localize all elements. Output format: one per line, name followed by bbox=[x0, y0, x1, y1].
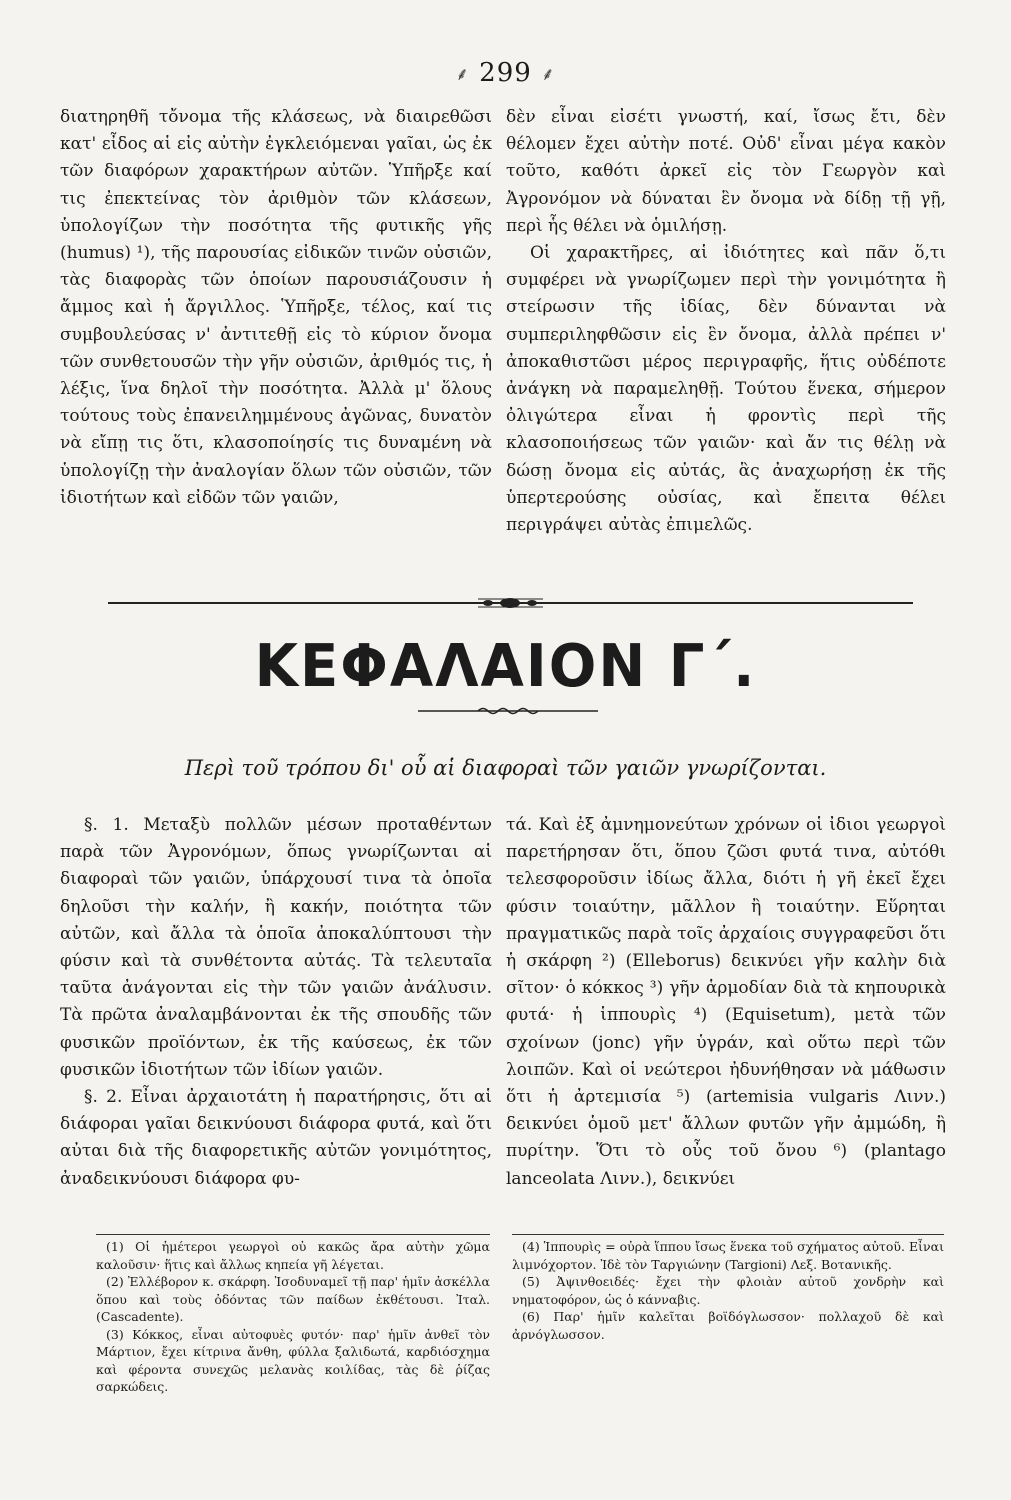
top-left-column bbox=[60, 104, 492, 512]
paragraph: δὲν εἶναι εἰσέτι γνωστή, καί, ἴσως ἔτι, δὲν θέλομεν ἔχει αὐτὴν ποτέ. Οὐδ' εἶναι μέγα κακὸν τοῦτο, καθότι ἀρκεῖ εἰς τὸν Γεωργὸν καὶ Ἀγρονόμον νὰ δύναται ἓν ὄνομα νὰ δίδῃ τῇ γῇ, περὶ ἧς θέλει νὰ ὁμιλήσῃ. bbox=[506, 107, 946, 236]
ornament-right-icon: ⸙ bbox=[541, 64, 556, 85]
footnote-2: (2) Ἐλλέβορον κ. σκάρφη. Ἰσοδυναμεῖ τῇ παρ' ἡμῖν ἀσκέλλα ὅπου καὶ τοὺς ὀδόντας τῶν παίδων ἐκθέτουσι. Ἰταλ. (Cascadente). bbox=[96, 1274, 490, 1324]
footnote-1: (1) Οἱ ἡμέτεροι γεωργοὶ οὐ κακῶς ἄρα αὐτὴν χῶμα καλοῦσιν· ἥτις καὶ ἄλλως κηπεία γῆ λέγεται. bbox=[96, 1239, 490, 1272]
bottom-left-column bbox=[60, 812, 492, 1193]
paragraph: διατηρηθῆ τὄνομα τῆς κλάσεως, νὰ διαιρεθῶσι κατ' εἶδος αἱ εἰς αὐτὴν ἐγκλειόμεναι γαῖαι, ὡς ἐκ τῶν διαφόρων χαρακτήρων αὐτῶν. Ὑπῆρξε καί τις ἐπεκτείνας τὸν ἀριθμὸν τῶν κλάσεων, ὑπολογίζων τὴν ποσότητα τῆς φυτικῆς γῆς (humus) ¹), τῆς παρουσίας εἰδικῶν τινῶν οὐσιῶν, τὰς διαφορὰς τῶν ὁποίων παρουσιάζουσιν ἡ ἄμμος καὶ ἡ ἄργιλλος. Ὑπῆρξε, τέλος, καί τις συμβουλεύσας ν' ἀντιτεθῇ εἰς τὸ κύριον ὄνομα τῶν συνθετουσῶν τὴν γῆν οὐσιῶν, ἀριθμός τις, ἡ λέξις, ἵνα δηλοῖ τὴν ποσότητα. Ἀλλὰ μ' ὅλους τούτους τοὺς ἐπανειλημμένους ἀγῶνας, δυνατὸν νὰ εἴπῃ τις ὅτι, κλασοποίησίς τις δυναμένη νὰ ὑπολογίζῃ τὴν ἀναλογίαν ὅλων τῶν οὐσιῶν, τῶν ἰδιοτήτων καὶ εἰδῶν τῶν γαιῶν, bbox=[60, 107, 492, 508]
footnote-4: (4) Ἱππουρὶς = οὐρὰ ἵππου ἴσως ἕνεκα τοῦ σχήματος αὐτοῦ. Εἶναι λιμνόχορτον. Ἰδὲ τὸν Ταργιώνην (Targioni) Λεξ. Βοτανικῆς. bbox=[512, 1239, 944, 1272]
footnote-rule bbox=[96, 1234, 490, 1235]
page-header bbox=[0, 58, 1011, 88]
chapter-subtitle: Περὶ τοῦ τρόπου δι' οὗ αἱ διαφοραὶ τῶν γαιῶν γνωρίζονται. bbox=[184, 756, 827, 780]
bottom-right-column bbox=[506, 812, 946, 1193]
page-number: 299 bbox=[479, 58, 532, 88]
footnote-3: (3) Κόκκος, εἶναι αὐτοφυὲς φυτόν· παρ' ἡμῖν ἀνθεῖ τὸν Μάρτιον, ἔχει κίτρινα ἄνθη, φύλλα ξαλιδωτά, καρδιόσχημα καὶ φέροντα συνεχῶς μελανὰς κοιλίδας, τὰς δὲ ῥίζας σαρκώδεις. bbox=[96, 1326, 490, 1394]
footnote-6: (6) Παρ' ἡμῖν καλεῖται βοϊδόγλωσσον· πολλαχοῦ δὲ καὶ ἀρνόγλωσσον. bbox=[512, 1309, 944, 1342]
ornament-left-icon: ⸙ bbox=[455, 64, 470, 85]
footnote-rule bbox=[512, 1234, 944, 1235]
paragraph: Οἱ χαρακτῆρες, αἱ ἰδιότητες καὶ πᾶν ὅ,τι συμφέρει νὰ γνωρίζωμεν περὶ τὴν γονιμότητα ἢ στείρωσιν τῆς ἰδίας, δὲν δύνανται νὰ συμπεριληφθῶσιν εἰς ἓν ὄνομα, ἀλλὰ πρέπει ν' ἀποκαθιστῶσι μέρος περιγραφῆς, ἥτις οὐδέποτε ἀνάγκη νὰ παραμεληθῇ. Τούτου ἕνεκα, σήμερον ὀλιγώτερα εἶναι ἡ φροντὶς περὶ τῆς κλασοποιήσεως τῶν γαιῶν· καὶ ἄν τις θέλῃ νὰ δώσῃ ὄνομα εἰς αὐτάς, ἃς ἀναχωρήσῃ ἐκ τῆς ὑπερτερούσης οὐσίας, καὶ ἔπειτα θέλει περιγράψει αὐτὰς ἐπιμελῶς. bbox=[506, 243, 946, 536]
chapter-title: ΚΕΦΑΛΑΙΟΝ Γ΄. bbox=[254, 632, 757, 701]
paragraph-section-2: §. 2. Εἶναι ἀρχαιοτάτη ἡ παρατήρησις, ὅτι αἱ διάφοραι γαῖαι δεικνύουσι διάφορα φυτά, καὶ ὅτι αὐται διὰ τῆς διαφορετικῆς αὐτῶν γονιμότητος, ἀναδεικνύουσι διάφορα φυ- bbox=[60, 1087, 492, 1189]
footnotes-left bbox=[96, 1238, 490, 1396]
paragraph: τά. Καὶ ἐξ ἀμνημονεύτων χρόνων οἱ ἰδιοι γεωργοὶ παρετήρησαν ὅτι, ὅπου ζῶσι φυτά τινα, αὐτόθι τελεσφοροῦσιν ἰδίως ἄλλα, διότι ἡ γῆ ἐκεῖ ἔχει φύσιν τοιαύτην, μᾶλλον ἢ τοιαύτην. Εὕρηται πραγματικῶς παρὰ τοῖς ἀρχαίοις συγγραφεῦσι ὅτι ἡ σκάρφη ²) (Elleborus) δεικνύει γῆν καλὴν διὰ σῖτον· ὁ κόκκος ³) γῆν ἁρμοδίαν διὰ τὰ κηπουρικὰ φυτά· ἡ ἱππουρὶς ⁴) (Equisetum), μετὰ τῶν σχοίνων (jonc) γῆν ὑγράν, καὶ οὕτω περὶ τῶν λοιπῶν. Καὶ οἱ νεώτεροι ἠδυνήθησαν νὰ μάθωσιν ὅτι ἡ ἀρτεμισία ⁵) (artemisia vulgaris Λινν.) δεικνύει ὁμοῦ μετ' ἄλλων φυτῶν γῆν ἀμμώδη, ἢ πυρίτην. Ὅτι τὸ οὖς τοῦ ὄνου ⁶) (plantago lanceolata Λινν.), δεικνύει bbox=[506, 815, 946, 1189]
top-right-column bbox=[506, 104, 946, 539]
footnotes-right bbox=[512, 1238, 944, 1343]
small-divider-icon bbox=[418, 706, 598, 716]
paragraph-section-1: §. 1. Μεταξὺ πολλῶν μέσων προταθέντων παρὰ τῶν Ἀγρονόμων, ὅπως γνωρίζωνται αἱ διαφοραὶ τῶν γαιῶν, ὑπάρχουσί τινα τὰ ὁποῖα δηλοῦσι τὴν καλήν, ἢ κακήν, ποιότητα τῶν αὐτῶν, καὶ ἄλλα τὰ ὁποῖα ἀποκαλύπτουσι τὴν φύσιν καὶ τὰ συνθέτοντα αὐτάς. Τὰ τελευταῖα ταῦτα ἀνάγονται εἰς τὴν τῶν γαιῶν ἀνάλυσιν. Τὰ πρῶτα ἀναλαμβάνονται ἐκ τῆς σπουδῆς τῶν φυσικῶν προϊόντων, ἐκ τῆς καύσεως, ἐκ τῶν φυσικῶν ἰδιοτήτων τῶν ἰδίων γαιῶν. bbox=[60, 815, 492, 1080]
footnote-5: (5) Ἀψινθοειδές· ἔχει τὴν φλοιὰν αὐτοῦ χονδρὴν καὶ νηματοφόρον, ὡς ὁ κάνναβις. bbox=[512, 1274, 944, 1307]
ornate-divider-icon bbox=[108, 596, 913, 610]
